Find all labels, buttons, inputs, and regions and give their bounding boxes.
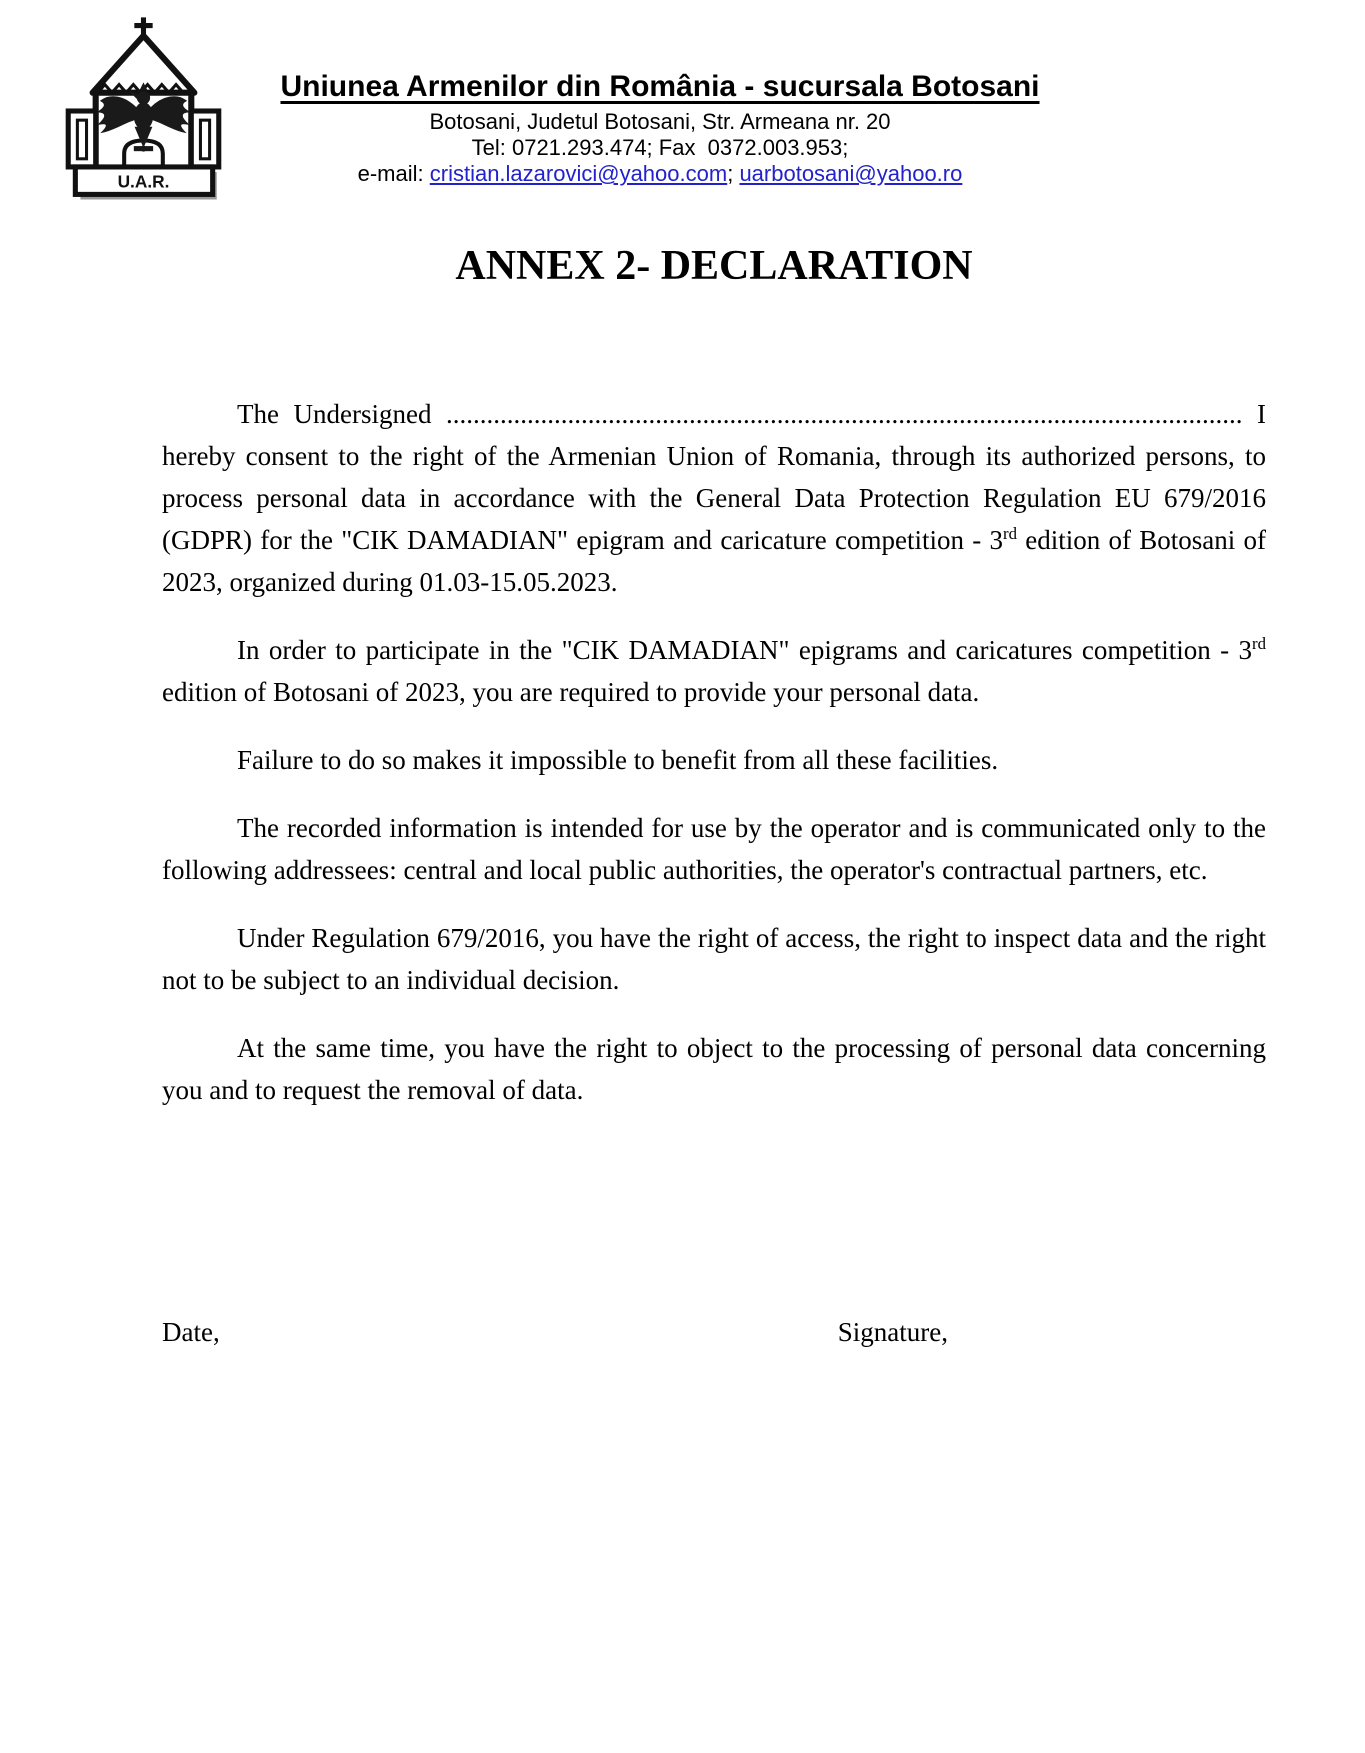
signature-label: Signature, (837, 1317, 948, 1347)
paragraph-participation-tail: edition of Botosani of 2023, you are required to provide your personal data. (162, 677, 980, 707)
paragraph-consent-lead: The Undersigned (237, 399, 446, 429)
fill-in-blank-dots: ...................................................................................................................... (445, 399, 1243, 429)
logo-acronym-label: U.A.R. (117, 171, 170, 192)
paragraph-consent-text: I hereby consent to the right of the Armenian Union of Romania, through its authorized persons, to process personal data in accordance with the General Data Protection Regulation EU 679/2016 (GDPR) for the "CIK DAMADIAN" epigram and caricature competition - 3 (162, 399, 1266, 555)
paragraph-failure: Failure to do so makes it impossible to benefit from all these facilities. (237, 745, 999, 775)
organization-name: Uniunea Armenilor din România - sucursala Botosani (280, 70, 1040, 103)
paragraph-consent-tail: edition of Botosani of 2023, organized during 01.03-15.05.2023. (162, 525, 1266, 597)
declaration-body (162, 243, 1266, 1353)
email-label: e-mail: (357, 161, 430, 186)
paragraph-recorded-info: The recorded information is intended for use by the operator and is communicated only to the following addressees: central and local public authorities, the operator's contractual partners, etc. (162, 813, 1266, 885)
paragraph-participation (162, 629, 1266, 713)
ordinal-superscript: rd (1003, 524, 1017, 543)
organization-logo (55, 14, 233, 208)
phone-fax-line: Tel: 0721.293.474; Fax 0372.003.953; (471, 135, 849, 160)
paragraph-objection: At the same time, you have the right to object to the processing of personal data concerning you and to request the removal of data. (162, 1033, 1266, 1105)
email-link-secondary[interactable]: uarbotosani@yahoo.ro (739, 161, 963, 186)
letterhead-text (225, 70, 1095, 187)
paragraph-participation-text: In order to participate in the "CIK DAMADIAN" epigrams and caricatures competition - 3 (237, 635, 1253, 665)
letterhead (0, 0, 1365, 215)
address-line: Botosani, Judetul Botosani, Str. Armeana nr. 20 (429, 109, 891, 134)
email-link-primary[interactable]: cristian.lazarovici@yahoo.com (429, 161, 728, 186)
uar-church-eagle-emblem-icon (55, 14, 233, 208)
email-separator: ; (727, 161, 740, 186)
document-title: ANNEX 2- DECLARATION (455, 243, 973, 289)
ordinal-superscript: rd (1252, 634, 1266, 653)
paragraph-rights: Under Regulation 679/2016, you have the right of access, the right to inspect data and the right not to be subject to an individual decision. (162, 923, 1266, 995)
paragraph-consent (162, 393, 1266, 603)
date-label: Date, (162, 1317, 220, 1347)
closing-row (162, 1311, 1266, 1353)
email-line (225, 161, 1095, 187)
